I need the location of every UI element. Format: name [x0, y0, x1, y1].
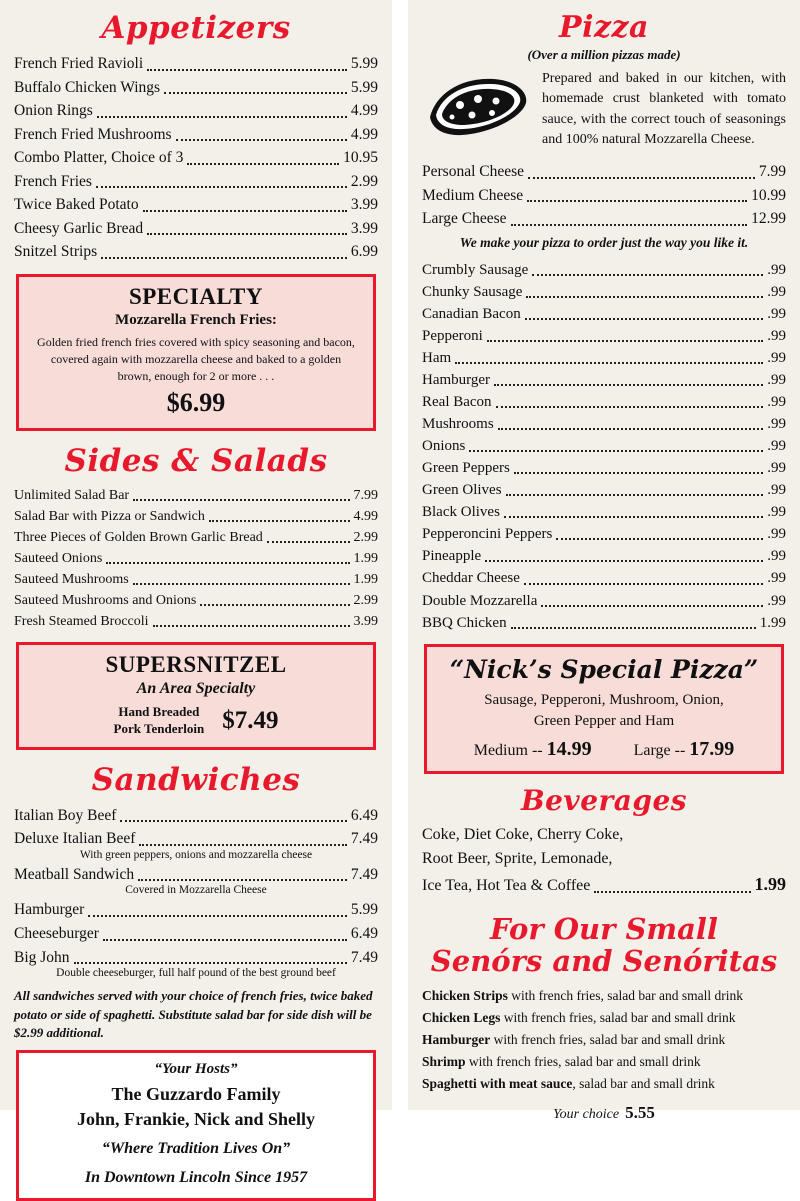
dot-leader: [103, 939, 347, 941]
kids-item-name: Shrimp: [422, 1053, 466, 1069]
menu-item-price: 3.99: [353, 614, 378, 630]
dot-leader: [504, 516, 763, 518]
supersnitzel-subtitle: An Area Specialty: [136, 680, 256, 698]
dot-leader: [200, 604, 349, 606]
hosts-family-line1: The Guzzardo Family: [111, 1084, 281, 1105]
dot-leader: [138, 879, 347, 881]
menu-item-price: .99: [767, 261, 786, 278]
sides-list: [14, 485, 378, 632]
menu-item: [422, 184, 786, 208]
menu-item-name: Meatball Sandwich: [14, 865, 135, 883]
dot-leader: [120, 820, 346, 822]
menu-item-name: Hamburger: [422, 372, 491, 389]
menu-item-name: Unlimited Salad Bar: [14, 488, 130, 504]
menu-item-price: .99: [767, 372, 786, 389]
beverages-price-row: [422, 871, 786, 898]
menu-item-name: Sauteed Onions: [14, 551, 103, 567]
menu-item-name: Ham: [422, 350, 452, 367]
sandwich-row: [14, 827, 378, 851]
dot-leader: [267, 541, 350, 543]
dot-leader: [133, 583, 350, 585]
menu-item-name: French Fries: [14, 172, 92, 190]
menu-item-name: Medium Cheese: [422, 186, 524, 204]
kids-heading: [422, 911, 786, 978]
sandwich-row: [14, 863, 378, 887]
hosts-box: [16, 1050, 376, 1201]
menu-item-price: 12.99: [751, 210, 786, 228]
dot-leader: [187, 163, 339, 165]
menu-item: [422, 281, 786, 303]
kids-your-choice: [422, 1103, 786, 1123]
specialty-description: Golden fried french fries covered with spicy seasoning and bacon, covered again with mozzarella cheese and baked to a golden brown, enough for 2 or more . . .: [37, 334, 355, 383]
kids-title-line1: For Our Small: [490, 911, 718, 946]
kids-item: [422, 1073, 786, 1095]
dot-leader: [556, 538, 763, 540]
menu-item: [14, 946, 378, 970]
menu-item-price: 7.49: [350, 830, 378, 848]
nicks-ingredients-line2: Green Pepper and Ham: [533, 712, 675, 729]
pizza-order-note: We make your pizza to order just the way you like it.: [459, 234, 749, 250]
menu-item-price: .99: [767, 283, 786, 300]
left-column: [0, 0, 392, 1186]
appetizers-list: [14, 52, 378, 264]
menu-item-name: Pineapple: [422, 548, 482, 565]
dot-leader: [511, 224, 748, 226]
nicks-special-box: [424, 644, 784, 774]
menu-item: [422, 567, 786, 589]
sides-heading: Sides & Salads: [64, 443, 328, 480]
dot-leader: [139, 844, 347, 846]
menu-item-price: 6.99: [350, 243, 378, 261]
menu-item-price: .99: [767, 482, 786, 499]
menu-item-name: Green Peppers: [422, 460, 510, 477]
menu-item-name: Buffalo Chicken Wings: [14, 78, 161, 96]
appetizers-heading: Appetizers: [101, 10, 291, 46]
sandwich-row: [14, 898, 378, 922]
menu-item: [14, 76, 378, 100]
menu-item-name: French Fried Ravioli: [14, 55, 144, 72]
dot-leader: [526, 296, 763, 298]
menu-item: [422, 590, 786, 612]
nicks-large-label: Large --: [633, 741, 686, 759]
menu-item-price: 1.99: [353, 551, 378, 567]
menu-item-name: Cheddar Cheese: [422, 570, 520, 587]
menu-item-price: .99: [767, 394, 786, 411]
supersnitzel-price-row: [29, 704, 363, 737]
menu-item-price: 5.99: [350, 78, 378, 96]
sandwich-note: Covered in Mozzarella Cheese: [125, 884, 267, 897]
supersnitzel-label: [114, 704, 205, 737]
supersnitzel-title: SUPERSNITZEL: [105, 652, 287, 678]
sandwiches-list: [14, 804, 378, 979]
pizza-blurb: [422, 69, 786, 150]
dot-leader: [525, 318, 764, 320]
dot-leader: [101, 257, 347, 259]
dot-leader: [97, 116, 347, 118]
menu-item: [14, 527, 378, 548]
menu-item-name: Large Cheese: [422, 210, 507, 228]
dot-leader: [528, 177, 755, 179]
sandwich-note: With green peppers, onions and mozzarella cheese: [79, 848, 313, 861]
nicks-large-price: 17.99: [689, 737, 735, 760]
dot-leader: [532, 274, 763, 276]
dot-leader: [96, 186, 347, 188]
menu-item-price: .99: [767, 570, 786, 587]
menu-item: [14, 922, 378, 946]
menu-item: [14, 590, 378, 611]
menu-item-price: .99: [767, 416, 786, 433]
menu-item-name: Sauteed Mushrooms and Onions: [14, 593, 197, 609]
menu-item-price: .99: [767, 438, 786, 455]
dot-leader: [153, 625, 350, 627]
menu-item-name: Deluxe Italian Beef: [14, 830, 136, 848]
dot-leader: [147, 233, 347, 235]
nicks-medium-price: 14.99: [546, 737, 592, 760]
menu-item-name: Mushrooms: [422, 416, 494, 433]
menu-item-price: 2.99: [353, 593, 378, 609]
menu-item-name: Hamburger: [14, 901, 85, 919]
menu-item: [422, 325, 786, 347]
menu-item-price: 4.99: [350, 125, 378, 143]
menu-item: [14, 485, 378, 506]
menu-item: [422, 160, 786, 184]
hosts-tradition-line1: “Where Tradition Lives On”: [101, 1140, 291, 1158]
right-column: [408, 0, 800, 1122]
pizza-toppings-list: [422, 259, 786, 634]
dot-leader: [485, 560, 763, 562]
menu-item: [14, 863, 378, 887]
menu-item-price: 2.99: [350, 172, 378, 190]
specialty-title: SPECIALTY: [128, 283, 264, 309]
menu-item-name: Cheesy Garlic Bread: [14, 219, 144, 237]
kids-item: [422, 1007, 786, 1029]
menu-item-name: Crumbly Sausage: [422, 261, 529, 278]
menu-item-name: Italian Boy Beef: [14, 806, 117, 824]
dot-leader: [74, 962, 347, 964]
menu-item: [14, 611, 378, 632]
pizza-sizes-list: [422, 160, 786, 231]
dot-leader: [133, 499, 349, 501]
kids-item-desc: with french fries, salad bar and small drink: [465, 1053, 701, 1069]
column-gap: [392, 0, 408, 1110]
menu-item-price: .99: [767, 350, 786, 367]
menu-item-name: Onion Rings: [14, 102, 93, 120]
menu-item-name: Twice Baked Potato: [14, 196, 139, 214]
pizza-slice-icon: [422, 69, 534, 148]
beverages-line1: Coke, Diet Coke, Cherry Coke,: [422, 825, 624, 843]
menu-item-price: 1.99: [759, 614, 786, 631]
menu-item: [14, 146, 378, 170]
menu-item: [422, 259, 786, 281]
menu-item: [422, 391, 786, 413]
nicks-special-title: “Nick’s Special Pizza”: [449, 654, 759, 684]
dot-leader: [594, 891, 750, 893]
sandwich-note: Double cheeseburger, full half pound of the best ground beef: [56, 967, 336, 980]
dot-leader: [176, 139, 347, 141]
menu-item-price: .99: [767, 305, 786, 322]
menu-item-price: 5.99: [350, 55, 378, 72]
menu-item-name: Black Olives: [422, 504, 500, 521]
menu-item-price: .99: [767, 327, 786, 344]
supersnitzel-box: [16, 642, 376, 750]
pizza-subtitle: (Over a million pizzas made): [527, 47, 681, 62]
kids-item: [422, 1051, 786, 1073]
menu-item: [422, 479, 786, 501]
dot-leader: [106, 562, 349, 564]
menu-item: [422, 612, 786, 634]
menu-item: [422, 303, 786, 325]
hosts-quote: “Your Hosts”: [154, 1061, 238, 1078]
menu-item: [14, 804, 378, 828]
specialty-box: [16, 274, 376, 431]
beverages-line2: Root Beer, Sprite, Lemonade,: [422, 849, 613, 867]
menu-item-name: Chunky Sausage: [422, 283, 523, 300]
menu-item-name: Double Mozzarella: [422, 592, 538, 609]
dot-leader: [494, 384, 763, 386]
menu-item: [14, 52, 378, 76]
beverages-heading: Beverages: [520, 783, 688, 817]
dot-leader: [469, 450, 763, 452]
menu-item: [422, 523, 786, 545]
sandwich-row: [14, 804, 378, 828]
menu-item-name: Pepperoni: [422, 327, 483, 344]
kids-item-name: Chicken Strips: [422, 988, 508, 1004]
kids-list: [422, 985, 786, 1094]
sandwich-row: [14, 922, 378, 946]
menu-item-price: .99: [767, 460, 786, 477]
dot-leader: [541, 605, 763, 607]
hosts-family-line2: John, Frankie, Nick and Shelly: [76, 1108, 316, 1129]
menu-item-price: 7.99: [353, 488, 378, 504]
menu-item-price: 10.99: [751, 186, 786, 204]
dot-leader: [511, 627, 756, 629]
nicks-price-row: [437, 738, 771, 761]
menu-item: [422, 369, 786, 391]
kids-title-line2: Senórs and Senóritas: [430, 943, 778, 978]
supersnitzel-price: $7.49: [222, 706, 279, 734]
dot-leader: [524, 583, 763, 585]
menu-item-name: Fresh Steamed Broccoli: [14, 614, 149, 630]
kids-item-name: Spaghetti with meat sauce: [422, 1075, 573, 1091]
menu-item-price: .99: [767, 526, 786, 543]
menu-item-price: .99: [767, 504, 786, 521]
menu-item: [14, 898, 378, 922]
dot-leader: [506, 494, 764, 496]
menu-item: [14, 506, 378, 527]
pizza-description: Prepared and baked in our kitchen, with homemade crust blanketed with tomato sauce, with the correct touch of seasonings and 100% natural Mozzarella Cheese.: [542, 71, 786, 147]
menu-item-name: Three Pieces of Golden Brown Garlic Bread: [14, 530, 263, 546]
dot-leader: [164, 92, 347, 94]
menu-item-name: Salad Bar with Pizza or Sandwich: [14, 509, 205, 525]
specialty-subtitle: Mozzarella French Fries:: [115, 311, 277, 328]
menu-item: [422, 435, 786, 457]
menu-item: [422, 413, 786, 435]
menu-item-name: BBQ Chicken: [422, 614, 507, 631]
menu-item: [14, 827, 378, 851]
menu-item-name: Cheeseburger: [14, 925, 99, 942]
menu-item-price: 7.99: [758, 163, 786, 181]
menu-item: [422, 347, 786, 369]
kids-choice-price: 5.55: [625, 1102, 655, 1122]
menu-item-name: Onions: [422, 438, 466, 455]
menu-item: [14, 123, 378, 147]
dot-leader: [498, 428, 764, 430]
menu-item-price: 4.99: [353, 509, 378, 525]
nicks-ingredients-line1: Sausage, Pepperoni, Mushroom, Onion,: [484, 691, 724, 708]
kids-item: [422, 985, 786, 1007]
menu-item-price: .99: [767, 592, 786, 609]
menu-item: [422, 501, 786, 523]
beverages-price: 1.99: [754, 873, 786, 894]
menu-item-price: 3.99: [350, 196, 378, 214]
menu-item-price: 6.49: [350, 806, 378, 824]
kids-item-desc: with french fries, salad bar and small drink: [500, 1010, 736, 1026]
menu-item-price: 6.49: [350, 925, 378, 942]
menu-item-name: Combo Platter, Choice of 3: [14, 149, 184, 167]
beverages-list: [422, 823, 786, 898]
menu-item-price: 7.49: [350, 948, 378, 966]
menu-item-name: Snitzel Strips: [14, 243, 98, 261]
menu-item-name: Pepperoncini Peppers: [422, 526, 553, 543]
kids-item-desc: with french fries, salad bar and small drink: [490, 1032, 726, 1048]
kids-item-desc: , salad bar and small drink: [572, 1075, 715, 1091]
menu-item: [422, 207, 786, 231]
sandwich-row: [14, 946, 378, 970]
menu-item-name: Green Olives: [422, 482, 502, 499]
dot-leader: [143, 210, 347, 212]
kids-item: [422, 1029, 786, 1051]
supersnitzel-label-line2: Pork Tenderloin: [113, 720, 205, 736]
dot-leader: [487, 340, 763, 342]
menu-item-name: Personal Cheese: [422, 163, 525, 181]
pizza-heading: Pizza: [559, 10, 649, 45]
menu-item: [14, 548, 378, 569]
dot-leader: [147, 69, 347, 71]
menu-item: [14, 217, 378, 241]
menu-item-name: Sauteed Mushrooms: [14, 572, 129, 588]
menu-item-price: 5.99: [350, 901, 378, 919]
dot-leader: [88, 915, 347, 917]
menu-item-name: Real Bacon: [422, 394, 492, 411]
menu-item-name: Big John: [14, 948, 70, 966]
beverages-line3: Ice Tea, Hot Tea & Coffee: [422, 876, 591, 894]
sandwiches-heading: Sandwiches: [91, 761, 301, 798]
menu-item: [14, 99, 378, 123]
hosts-tradition-line2: In Downtown Lincoln Since 1957: [84, 1168, 308, 1186]
menu-item-name: Canadian Bacon: [422, 305, 521, 322]
menu-item-price: 3.99: [350, 219, 378, 237]
menu-item-price: .99: [767, 548, 786, 565]
menu-item-price: 10.95: [343, 149, 378, 167]
kids-item-name: Hamburger: [422, 1032, 491, 1048]
menu-item: [422, 457, 786, 479]
dot-leader: [209, 520, 350, 522]
menu-item: [14, 240, 378, 264]
dot-leader: [527, 200, 747, 202]
dot-leader: [496, 406, 764, 408]
dot-leader: [455, 362, 763, 364]
sandwiches-footnote: All sandwiches served with your choice of french fries, twice baked potato or side of spaghetti. Substitute salad bar for side dish will be $2.99 additional.: [14, 988, 373, 1040]
menu-item-name: French Fried Mushrooms: [14, 125, 172, 143]
supersnitzel-label-line1: Hand Breaded: [118, 704, 200, 720]
specialty-price: $6.99: [166, 388, 226, 418]
kids-choice-label: Your choice: [553, 1106, 620, 1122]
menu-item: [14, 193, 378, 217]
menu-item: [422, 545, 786, 567]
menu-item-price: 7.49: [350, 865, 378, 883]
menu-item: [14, 569, 378, 590]
kids-item-name: Chicken Legs: [422, 1010, 501, 1026]
menu-item-price: 1.99: [353, 572, 378, 588]
kids-item-desc: with french fries, salad bar and small drink: [507, 988, 743, 1004]
menu-item-price: 4.99: [350, 102, 378, 120]
dot-leader: [514, 472, 763, 474]
menu-item: [14, 170, 378, 194]
menu-item-price: 2.99: [353, 530, 378, 546]
nicks-medium-label: Medium --: [473, 741, 543, 759]
